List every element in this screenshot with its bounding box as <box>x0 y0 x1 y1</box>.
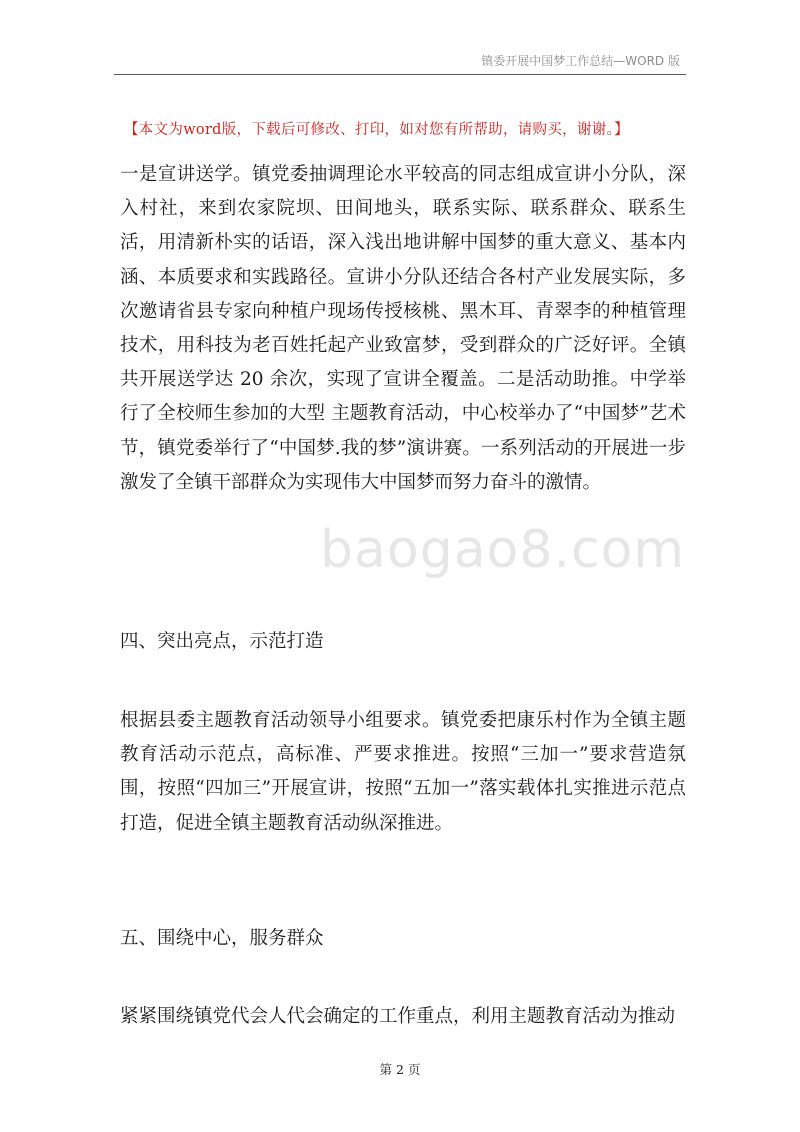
watermark: baogao8.com <box>320 520 686 580</box>
body-paragraph-3: 紧紧围绕镇党代会人代会确定的工作重点，利用主题教育活动为推动 <box>120 1006 676 1027</box>
section-heading-4: 四、突出亮点，示范打造 <box>120 631 324 652</box>
purchase-notice: 【本文为word版，下载后可修改、打印，如对您有所帮助，请购买，谢谢。】 <box>124 122 629 138</box>
section-heading-5: 五、围绕中心，服务群众 <box>120 928 324 949</box>
header-title: 镇委开展中国梦工作总结—WORD 版 <box>481 54 680 68</box>
page-number: 第 2 页 <box>379 1062 421 1077</box>
body-paragraph-1: 一是宣讲送学。镇党委抽调理论水平较高的同志组成宣讲小分队，深入村社，来到农家院坝、田间地头，联系实际、联系群众、联系生活，用清新朴实的话语，深入浅出地讲解中国梦的重大意义、基本内涵、本质要求和实践路径。宣讲小分队还结合各村产业发展实际，多次邀请省县专家向种植户现场传授核桃、黑木耳、青翠李的种植管理技术，用科技为老百姓托起产业致富梦，受到群众的广泛好评。全镇共开展送学达 20 余次，实现了宣讲全覆盖。二是活动助推。中学举行了全校师生参加的大型 主题教育活动，中心校举办了“中国梦”艺术节，镇党委举行了“中国梦.我的梦”演讲赛。一系列活动的开展进一步激发了全镇干部群众为实现伟大中国梦而努力奋斗的激情。 <box>120 164 686 493</box>
header-divider <box>114 74 686 75</box>
body-paragraph-2: 根据县委主题教育活动领导小组要求。镇党委把康乐村作为全镇主题教育活动示范点，高标准、严要求推进。按照“三加一”要求营造氛围，按照“四加三”开展宣讲，按照“五加一”落实载体扎实推进示范点打造，促进全镇主题教育活动纵深推进。 <box>120 710 686 834</box>
